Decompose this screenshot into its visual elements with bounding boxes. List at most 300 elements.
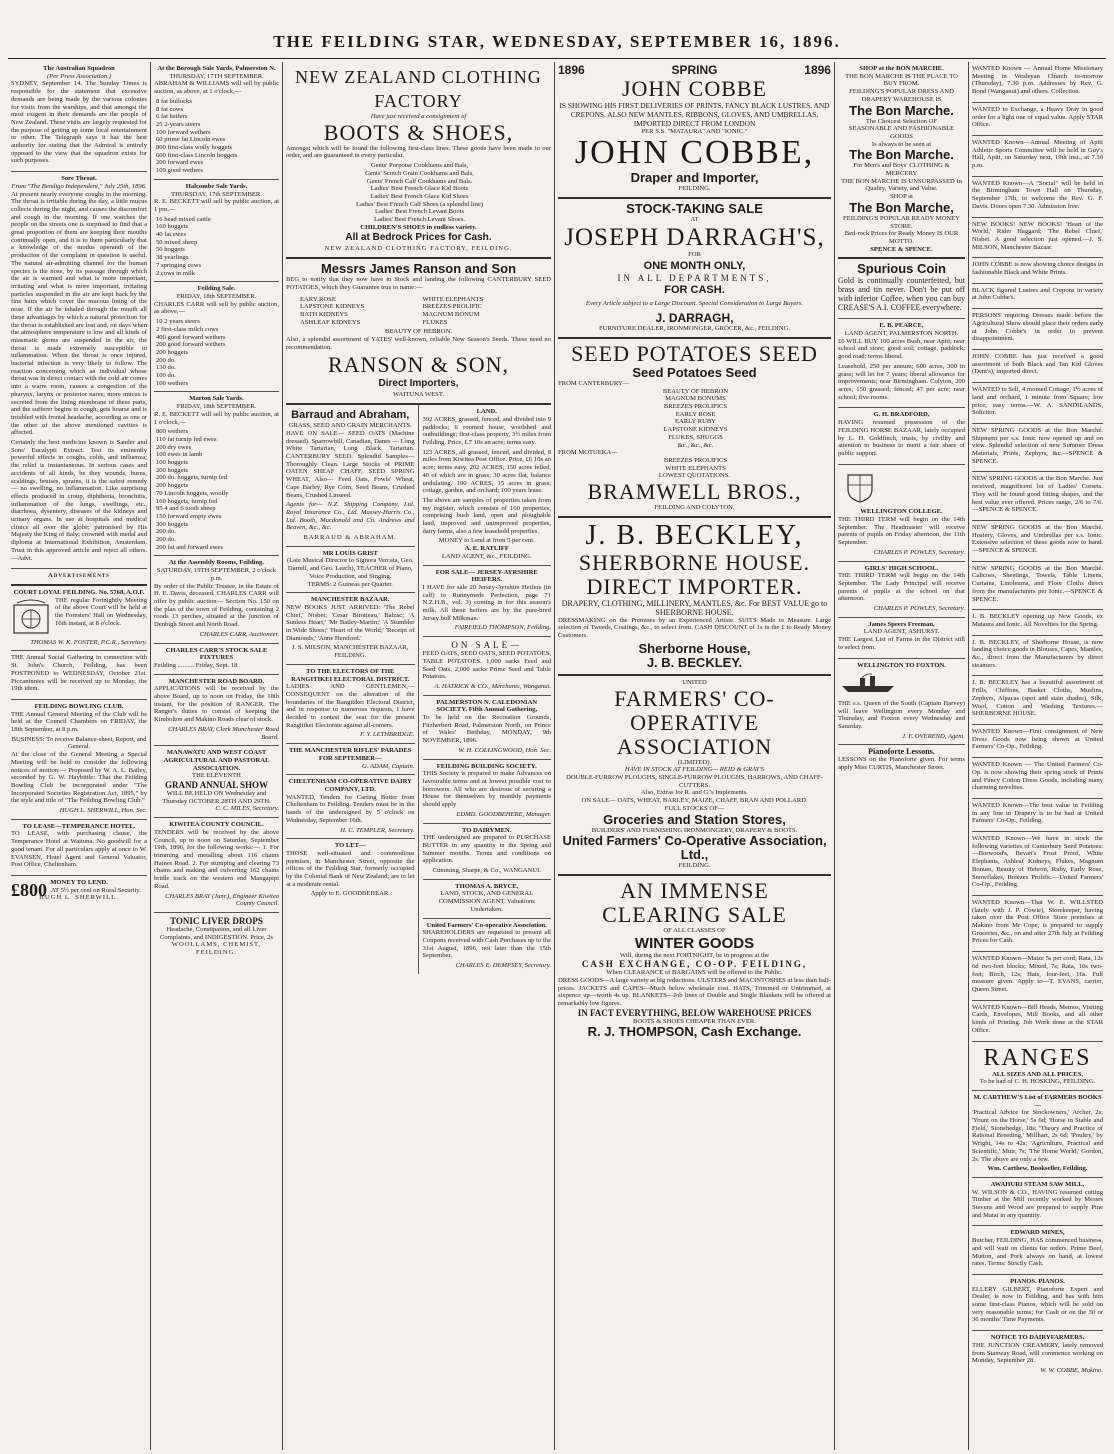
list-item: 10 2 years steers bbox=[156, 318, 200, 326]
list-item: 200 forward ewes bbox=[156, 159, 204, 167]
ad-title: TO LEASE—TEMPERANCE HOTEL. bbox=[22, 822, 136, 830]
list-item: 200 hoggets bbox=[156, 482, 189, 490]
ad-borough-sale bbox=[154, 62, 279, 180]
article-source: (Per Press Association.) bbox=[47, 72, 111, 80]
ad-body: The Choicest Selection OF bbox=[865, 117, 938, 125]
ad-manchester-rifles bbox=[286, 744, 415, 775]
ad-title: Messrs James Ranson and Son bbox=[320, 261, 517, 277]
ad-big-title: BRAMWELL BROS., bbox=[587, 479, 802, 505]
ad-subtitle: GRASS, SEED AND GRAIN MERCHANTS. bbox=[288, 422, 412, 430]
ad-awahuri-saw-mill bbox=[972, 1178, 1103, 1227]
ad-manchester-road-board bbox=[154, 675, 279, 747]
list-item: 50 mixed sheep bbox=[156, 238, 198, 246]
ad-spurious-coin bbox=[838, 259, 965, 319]
ad-signature: CHARLES BRAY, Clerk Manchester Road Board. bbox=[168, 725, 279, 741]
article-headline: The Australian Squadron bbox=[43, 65, 115, 72]
ad-body: ON SALE— OATS, WHEAT, BARLEY, MAIZE, CHAFF, BRAN AND POLLARD. bbox=[581, 797, 808, 805]
ad-halcombe-sale bbox=[154, 180, 279, 282]
list-item: WHITE ELEPHANTS bbox=[422, 295, 484, 303]
ad-body: Amongst which will be found the following first-class lines. These goods have been made to our order, and are guaranteed in every particular. bbox=[286, 144, 551, 160]
ad-cobbe-gloves bbox=[972, 350, 1103, 383]
masthead bbox=[0, 0, 1114, 60]
ad-ranges bbox=[972, 1042, 1103, 1091]
article-body: SYDNEY, September 14. The Sunday Times is responsible for the statement that excessive demands are being made by the various colonies for visits from the warships, and that amongst the most exigent in their demands are the people of New Zealand. These visits are largely requested for the purpose of getting up some local entertainment or other. The Telegraph says it has the best authority for stating that the Admiral is entirely opposed to the view that the squadron exists for such purposes. bbox=[11, 80, 147, 165]
ad-body: WANTED to Sell, 4 roomed Cottage, 1½ acres of land and orchard, 1 minute from Square; low price; easy terms.—W. A. SANDILANDS, Solicitor. bbox=[972, 386, 1103, 417]
list-item: 25 2-years steers bbox=[156, 120, 201, 128]
ad-subtitle: Direct Importers, bbox=[378, 378, 459, 390]
list-item: 60 prime fat Lincoln ewes bbox=[156, 136, 226, 144]
ad-subtitle: UNITED bbox=[682, 678, 707, 686]
ad-body: Will, during the next FORTNIGHT, be in progress at the bbox=[619, 951, 770, 959]
ad-freeman-land-agent bbox=[838, 618, 965, 659]
list-item: 800 first-class wolly hoggets bbox=[156, 144, 233, 152]
list-item: EARLY RUBY bbox=[674, 418, 717, 426]
list-item: 200 do. bbox=[156, 536, 176, 544]
ad-signature: Apply to E. GOODBEHEAR. bbox=[310, 890, 390, 898]
ad-barraud-abraham bbox=[286, 405, 415, 547]
list-item: 600 first-class Lincoln hoggets bbox=[156, 151, 238, 159]
column-2 bbox=[150, 62, 282, 1450]
steamship-icon bbox=[838, 672, 898, 694]
ad-assembly-rooms bbox=[154, 556, 279, 643]
list-item: Ladies' Best French Glace Kid Boots bbox=[370, 185, 469, 193]
list-item: LAPSTONE KIDNEYS bbox=[663, 426, 728, 434]
ad-line: LOWEST QUOTATIONS. bbox=[658, 472, 731, 480]
ad-signature: G. ADAM, Captain. bbox=[362, 762, 415, 770]
potato-varieties-list bbox=[558, 457, 831, 472]
wanted-dray-exchange bbox=[972, 103, 1103, 136]
ad-body: SHAREHOLDERS are requested to present all Coupons received with Cash Purchases up to the 31st August, 1896, not later than the 15th September. bbox=[422, 929, 551, 960]
ad-bowling-club bbox=[11, 700, 147, 820]
potato-list-right bbox=[421, 296, 540, 327]
ad-title: CHELTENHAM CO-OPERATIVE DAIRY COMPANY, LTD. bbox=[288, 778, 412, 793]
ad-signature: A. HATRICK & CO., Merchants, Wanganui. bbox=[434, 682, 551, 690]
wanted-sell-cottage bbox=[972, 383, 1103, 424]
ad-body: NEW SPRING GOODS at the Bon Marché. Hosiery, Gloves, and Umbrellas per s.s. Ionic. Extensive selection of these goods now to hand.—SPENCE & SPENCE. bbox=[972, 523, 1103, 555]
ad-body: NEW SPRING GOODS at the Bon Marché. Shipment per s.s. Ionic now opened up and on view. Splendid selection of new Summer Dress Materials, Prints, Zephyrs, &c.—SPENCE & SPENCE. bbox=[972, 426, 1103, 465]
ad-body: THE s.s. Queen of the South (Captain Harvey) will leave Wellington every Monday and Thursday, and Foxton every Wednesday and Saturday. bbox=[838, 699, 965, 731]
ad-business: BUSINESS: To receive Balance-sheet, Report, and General. bbox=[11, 735, 147, 751]
list-item: 200 good forward wethers bbox=[156, 341, 226, 349]
list-item: 100 ewes in lamb bbox=[156, 451, 203, 459]
ad-cheltenham-dairy bbox=[286, 775, 415, 839]
ad-body: Also, a splendid assortment of YATES' well-known, reliable New Season's Seeds. These need no recommendation. bbox=[286, 336, 551, 351]
ad-subtitle: OF ALL CLASSES OF bbox=[663, 926, 726, 934]
ad-body: BEG to notify that they now have in Stock and landing the following CANTERBURY SEED POTATOES, which they Guarantee true to name:— bbox=[286, 276, 551, 291]
ad-body: JOHN COBBE has just received a good assortment of both Black and Tan Kid Gloves (Dent's), imported direct. bbox=[972, 352, 1103, 376]
ad-ranson-son bbox=[286, 259, 551, 405]
wanted-dress-goods bbox=[972, 725, 1103, 758]
ad-title: FEILDING BOWLING CLUB. bbox=[34, 702, 124, 710]
ad-title: THE MANCHESTER RIFLES' PARADES FOR SEPTEMBER— bbox=[289, 747, 412, 762]
ad-pearce-land-agent bbox=[838, 319, 965, 408]
ad-body: Is always to be seen at bbox=[871, 140, 932, 148]
list-item: 95 4 and 6 tooth sheep bbox=[156, 505, 216, 513]
ad-body: £6 WILL BUY 100 acres Bush, near Apiti; near school and store; good soil; cottage, paddock; good road; terms liberal. bbox=[838, 337, 965, 361]
ad-title: James Speers Freeman, bbox=[868, 620, 935, 628]
list-item: 300 hoggets bbox=[156, 520, 189, 528]
ad-body: TENDERS will be received by the above Council, up to noon on Saturday, September 19th, 1896, for the following works:— 1. For trimming and metalling about 116 chains Haines Road. 2. For stumping and clearing 73 chains and making and culverting 162 chains bridle track on the western end Mangapipi Road. bbox=[154, 828, 279, 890]
ad-title: NOTICE TO DAIRYFARMERS. bbox=[990, 1334, 1085, 1342]
ad-subtitle: Have just received a consignment of bbox=[370, 113, 467, 120]
ad-subtitle: (LIMITED). bbox=[677, 758, 712, 766]
ad-dresses-show bbox=[972, 309, 1103, 350]
ad-edward-mines bbox=[972, 1226, 1103, 1275]
ad-big-title: JOHN COBBE bbox=[621, 75, 768, 101]
wanted-spring-stock bbox=[972, 758, 1103, 799]
ad-body: JOHN COBBE is now showing choice designs in fashionable Black and White Prints. bbox=[972, 261, 1103, 277]
ad-thomas-bryce bbox=[423, 880, 552, 919]
ad-subtitle: LAND AGENT, &c., FEILDING. bbox=[441, 552, 532, 560]
potato-varieties-list bbox=[558, 388, 831, 450]
ad-signature: A. E. RATLIFF bbox=[464, 545, 509, 553]
ad-title: Marton Sale Yards. bbox=[189, 395, 244, 403]
ad-date: SATURDAY, 19TH SEPTEMBER, 2 o'clock p.m. bbox=[156, 567, 277, 582]
list-item: 200 hoggets bbox=[156, 466, 189, 474]
ad-cobbe-prints bbox=[972, 258, 1103, 283]
list-item: 800 wethers bbox=[156, 428, 189, 436]
ad-title: Halcombe Sale Yards. bbox=[185, 182, 248, 190]
ad-body: WANTED Known—We have in stock the following varieties of Canterbury Seed Potatoes:—Borwood's, Bevan's Frost Proof, White Elephants, Ashleaf Kidneys, Flukes, Magnum Bonum, Beauty of Hebron, Ruby, Early Rose, Snowflakes, Breezes Prolific.—United Farmers' Co-Op., Feilding. bbox=[972, 835, 1103, 889]
ad-signature: EDMD. GOODBEHERE, Manager. bbox=[456, 810, 551, 818]
list-item: 200 fat and forward ewes bbox=[156, 543, 224, 551]
ad-signature: CHARLES P. POWLES, Secretary. bbox=[873, 548, 965, 556]
ad-body: DRESSMAKING on the Premises by an Experienced Artiste. SUITS Made to Measure. Large selection of Tweeds, Coatings, &c., to select from. CASH DISCOUNT of 1s in the £ to Ready Money Customers. bbox=[558, 616, 831, 640]
ad-black-lustres bbox=[972, 284, 1103, 309]
ad-date: FRIDAY, 18th SEPTEMBER. bbox=[176, 292, 257, 300]
ad-marton-sale bbox=[154, 392, 279, 556]
ad-body: HAVE ON SALE— SEED OATS (Machine dressed). Sparrowbill, Canadian, Danes — Long White Tartarian, Long Black Tartarian. CANTERBURY SEED. Splendid Samples—Thoroughly Clean. Large Stocks of PRIME OATEN SHEAF CHAFF, SEED SPRING WHEAT, Also— Feed Oats, Fowls' Wheat, Cape Barley, Rye Corn, Seed Beans, Crushed Beans, Crushed Linseed. bbox=[286, 429, 415, 499]
ad-line: MONEY to Lend at from 5 per cent. bbox=[438, 537, 535, 545]
ad-body: LESSONS on the Pianoforte given. For terms apply Miss CURTIS, Manchester Street. bbox=[838, 756, 965, 771]
ad-title: TO DAIRYMEN. bbox=[462, 826, 512, 834]
ad-annual-social bbox=[11, 651, 147, 700]
ad-body: BUILDERS' AND FURNISHING IRONMONGERY, DRAPERY & BOOTS. bbox=[591, 826, 798, 834]
ad-body: WILL BE HELD ON Wednesday and Thursday OCTOBER 28TH AND 29TH. bbox=[162, 790, 271, 805]
list-item: ASHLEAF KIDNEYS bbox=[300, 318, 361, 326]
wanted-home-missionary bbox=[972, 62, 1103, 103]
ad-title: WELLINGTON COLLEGE. bbox=[860, 508, 943, 516]
ad-title: MANCHESTER ROAD BOARD. bbox=[168, 677, 265, 685]
ad-title: PIANOS. PIANOS. bbox=[1010, 1277, 1065, 1285]
ad-body: WANTED, Tenders for Carting Butter from Cheltenham to Feilding. Tenders must be in the hands of the undersigned by 5 o'clock on Wednesday, September 16th. bbox=[286, 793, 415, 824]
ad-signature: CHARLES P. POWLES, Secretary. bbox=[873, 605, 965, 613]
ad-place: FEILDING. bbox=[678, 862, 711, 870]
ad-big-title: J. B. BECKLEY, bbox=[585, 519, 804, 551]
ad-body: WANTED Known — The United Farmers' Co-Op. is now showing their spring stock of Prints and Fancy Cotton Dress Goods, including many charming novelties. bbox=[972, 761, 1103, 792]
list-item: 160 hoggets, turnip fed bbox=[156, 497, 218, 505]
ad-line: CHILDREN'S SHOES in endless variety. bbox=[360, 223, 477, 231]
ad-signature: F. Y. LETHBRIDGE. bbox=[360, 731, 415, 739]
ad-big-title: The Bon Marche. bbox=[849, 102, 954, 118]
ad-big-title: ASSOCIATION bbox=[616, 733, 773, 759]
ad-body: Feilding .......... Friday, Sept. 18 bbox=[154, 661, 238, 669]
ad-line: BEAUTY OF HEBRON. bbox=[385, 328, 452, 336]
list-item: 200 dry ewes bbox=[156, 443, 192, 451]
ad-place: FEILDING. bbox=[678, 185, 711, 193]
ad-signature: Sherborne House, bbox=[638, 640, 751, 656]
list-item: 150 forward empty ewes bbox=[156, 512, 222, 520]
ad-big-title: BOOTS & SHOES, bbox=[323, 119, 514, 145]
list-item: 200 do. bbox=[156, 356, 176, 364]
ad-nz-clothing-factory bbox=[286, 62, 551, 259]
ad-body: SHOP at bbox=[889, 193, 914, 201]
livestock-list bbox=[154, 318, 279, 387]
ad-clearing-sale bbox=[558, 876, 831, 1043]
ad-rangitikei-electors bbox=[286, 665, 415, 744]
ad-body: BLACK figured Lustres and Crepons in variety at John Cobbe's. bbox=[972, 286, 1103, 302]
list-item: 200 do. bbox=[156, 528, 176, 536]
column-6 bbox=[968, 62, 1106, 1450]
ad-signature: Wm. Carthew, Bookseller, Feilding. bbox=[987, 1165, 1088, 1173]
list-item: 100 do. bbox=[156, 372, 176, 380]
ad-big-title: GRAND ANNUAL SHOW bbox=[164, 780, 268, 791]
list-item: 109 good wethers bbox=[156, 167, 203, 175]
ad-title: Pianoforte Lessons. bbox=[868, 747, 935, 757]
ad-body: PERSONS requiring Dresses made before the Agricultural Show should place their orders early at John Cobbe's in order to prevent disappointment. bbox=[972, 312, 1103, 343]
ad-beckley-2 bbox=[972, 636, 1103, 677]
wanted-printing bbox=[972, 1001, 1103, 1042]
ad-signature: WOOLLAMS, CHEMIST, FEILDING. bbox=[171, 941, 262, 957]
list-item: WHITE ELEPHANTS bbox=[665, 464, 726, 472]
list-item: BATH KIDNEYS bbox=[300, 310, 348, 318]
list-item: 38 yearlings bbox=[156, 254, 189, 262]
ad-body: WANTED Known—That W. E. WILLSTED (lately with J. P. Cowie), Storekeeper, having taken over the Post Office Store premises at Makino from Mr Cope, is prepared to supply Groceries, &c., on and after 27th July at Feilding Prices for Cash. bbox=[972, 898, 1103, 945]
ad-pianoforte-lessons bbox=[838, 745, 965, 777]
ad-big-title: FARMERS' CO-OPERATIVE bbox=[614, 685, 775, 735]
list-item: 16 head mixed cattle bbox=[156, 215, 211, 223]
ad-big-title: SHERBORNE HOUSE. bbox=[578, 549, 811, 575]
ad-signature: J. S. MILSON, MANCHESTER BAZAAR, FEILDING. bbox=[291, 644, 409, 660]
ad-bon-marche bbox=[838, 62, 965, 259]
list-item: 70 Lincoln hoggets, woolly bbox=[156, 489, 229, 497]
ad-title: At the Assembly Rooms, Feilding. bbox=[169, 559, 264, 567]
ad-body: Headache, Constipation, and all Liver Complaints, and INDIGESTION. Price, 2s bbox=[160, 925, 273, 941]
ad-body: Butcher, FEILDING, HAS commenced business, and will wait on clients for orders. Prime Beef, Mutton, and Pork always on hand, at lowest rates. Terms: Strictly Cash. bbox=[972, 1237, 1103, 1268]
ad-body: WANTED Known—First consignment of New Dress Goods now being shown at United Farmers' Co-Op., Feilding. bbox=[972, 728, 1103, 751]
ad-body: Bed-rock Prices for Ready Money IS OUR MOTTO. bbox=[844, 230, 959, 245]
ad-title: FEILDING BUILDING SOCIETY. bbox=[436, 762, 537, 770]
ad-body: DRESS GOODS—A large variety at big reductions. ULSTERS and MACINTOSHES at less than half-prices. JACKETS and CAPES—Much below wholesale cost. HATS, Trimmed or Untrimmed, at sixpence up—worth 4s up. BLANKETS—Job lines of Double and Single Blankets will be offered at remarkably low figures. bbox=[558, 977, 831, 1008]
list-item: 160 hoggets bbox=[156, 223, 189, 231]
ad-signature: HUGH L. SHERWILL, Hon. Sec. bbox=[59, 807, 147, 815]
wanted-firewood bbox=[972, 952, 1103, 1001]
ad-spring-goods-1 bbox=[972, 424, 1103, 473]
ad-big-title: AN IMMENSE CLEARING SALE bbox=[602, 877, 787, 927]
ad-caledonian-society bbox=[423, 696, 552, 760]
ad-body: WANTED Known—A "Social" will be held in the Birmingham Town Hall on Thursday, September 17th, to welcome the Rev. G. F. Davis. Doors open 7.30. Admission free. bbox=[972, 179, 1103, 210]
ad-body: W. WILSON & CO., HAVING resumed cutting Timber at the Mill recently worked by Messrs Stevens and Wood are prepared to supply Pine and Matai in any quantity. bbox=[972, 1188, 1103, 1219]
ad-signature: W. W. COBBE, Makino. bbox=[1040, 1367, 1103, 1374]
ad-to-let bbox=[286, 839, 415, 902]
ad-title: United Farmers' Co-operative Association. bbox=[426, 921, 547, 929]
ad-title: MR LOUIS GRIST bbox=[322, 549, 378, 557]
ad-body: WANTED Known — Annual Home Missionary Meeting in Wesleyan Church to-morrow (Thursday), 7.30 p.m. Addresses by Rev. G. Bond (Wanganui) and others. Collection. bbox=[972, 65, 1103, 96]
banner-year: 1896 bbox=[804, 63, 831, 77]
ad-big-title: Groceries and Station Stores, bbox=[603, 811, 786, 827]
ad-body: FEILDING'S POPULAR READY MONEY STORE. bbox=[843, 214, 960, 230]
ad-subtitle: THE ELEVENTH bbox=[192, 772, 241, 780]
ad-body: ELLERY GILBERT, Pianoforte Expert and Dealer, is now in Feilding, and has with him some first-class Pianos, which will be sold on very reasonable terms; for Cash or on the 30 or 36 months' Time Payments. bbox=[972, 1285, 1103, 1324]
ad-big-title: The Bon Marche. bbox=[849, 147, 954, 163]
ad-body: J. B. BECKLEY, of Sherborne House, is now landing choice goods in Blouses, Capes, Mantles, &c., direct from the Manufacturers by direct steamers. bbox=[972, 638, 1103, 669]
wanted-willsted bbox=[972, 896, 1103, 952]
ad-body: THE JUNCTION CREAMERY, lately removed from Stanway Road, will commence working on Monday, September 28. bbox=[972, 1341, 1103, 1365]
list-item: FLUKES bbox=[422, 318, 448, 326]
foresters-emblem-icon bbox=[11, 599, 51, 637]
ad-title: AWAHURI STEAM SAW MILL, bbox=[990, 1180, 1085, 1188]
article-body: At present nearly everyone coughs in the morning. The throat is irritable during the day, a little mucus collects during the night, and causes the discomfort and cough in the morning. If one watches the people on the streets one is surprised to find that a great proportion of them are keeping their mouths continually open, and it is to them particularly that a knowledge of the modus operandi of the production of the complaint in question is useful. The natural air-admitting channel for the human species is the nose, by its passage through which the air is warmed and what is more important, irritating and what is more important, irritating particles suspended in the air are kept back by the fine hairs which cover the mucous lining of the nose. If the air be inhaled through the mouth all these advantages by which a natural protection for the throat is established are lost and, on days when the atmosphere temperature is low and all kinds of miasmatic germs are suspended in the air, the throat is made extremely susceptible to inflammation. When the throat is once injured, bacterial infection is very likely to follow. The reaction concerning which an individual whose throat was in direct contact with the cold air comes into a warm room, causes a congestion of the pharynx, larynx or posterior nares; more mucus is secreted from the lining membrane of these parts, and the sufferer begins to cough, gets hoarse and is troubled with frontal headache, according as one or the other of the above mentioned cavities is affected. bbox=[11, 190, 147, 437]
ad-title: WELLINGTON TO FOXTON. bbox=[857, 661, 946, 669]
ad-spring-goods-4 bbox=[972, 562, 1103, 611]
ad-title: MANCHESTER BAZAAR. bbox=[311, 596, 390, 604]
ad-body: AT 5½ per cent on Rural Security. bbox=[51, 886, 141, 894]
wanted-apiti-sports bbox=[972, 136, 1103, 177]
list-item: 200 hoggets bbox=[156, 348, 189, 356]
list-item: 100 forward wethers bbox=[156, 128, 211, 136]
ad-at: AT bbox=[690, 216, 699, 224]
ad-big-title: JOHN COBBE, bbox=[574, 134, 815, 172]
ad-body: LAND, STOCK, AND GENERAL COMMISSION AGENT. Valuations Undertaken. bbox=[438, 890, 535, 913]
ad-big-title: WINTER GOODS bbox=[634, 934, 755, 952]
ad-title: CHARLES CARR'S STOCK SALE FIXTURES bbox=[165, 646, 268, 662]
ad-title: Spurious Coin bbox=[857, 261, 946, 277]
list-item: MAGNUM BONUMS bbox=[665, 395, 726, 403]
ad-big-title: RANSON & SON, bbox=[327, 352, 510, 378]
column-4 bbox=[554, 62, 834, 1450]
ad-body: (Late Musical Director to Signora Vercata, Geo. Darrell, and Geo. Leech), TEACHER of Piano, Voice Production, and Singing. bbox=[286, 557, 414, 580]
ad-body: R. E. BECKETT will sell by public auction, at 1 pm.— bbox=[154, 198, 279, 213]
ad-body: NEW BOOKS JUST ARRIVED: 'The Rebel Chief,' Nisbet; 'Cesar Birotteau,' Balzac; 'A Sunless Heart;' 'Mr Bailey-Martin;' 'A Stumbler in Wide Shoes;' 'Heart of the World;' 'Receipt of Diamonds;' 'Anne Hereford.' bbox=[286, 603, 415, 642]
news-australian-squadron bbox=[11, 62, 147, 172]
list-item: 110 fat turnip fed ewes bbox=[156, 435, 217, 443]
ad-carr-fixtures bbox=[154, 644, 279, 675]
ad-signature: SPENCE & SPENCE. bbox=[870, 245, 933, 253]
section-heading-advertisements bbox=[11, 569, 147, 586]
ad-body: WANTED Known—Annual Meeting of Apiti Athletic Sports Committee will be held in Guy's Hall, Apiti, on Saturday next, 19th inst., at 7.30 p.m. bbox=[972, 138, 1103, 170]
ad-title: FOR SALE— JERSEY-AYRSHIRE HEIFERS. bbox=[435, 568, 538, 584]
ad-building-society bbox=[423, 760, 552, 824]
ad-big-title: NEW ZEALAND CLOTHING FACTORY bbox=[295, 67, 542, 111]
ad-signature: BARRAUD & ABRAHAM. bbox=[303, 534, 398, 542]
ad-jb-beckley bbox=[558, 518, 831, 676]
article-source: From "The Bendigo Independent," July 25th, 1896. bbox=[11, 182, 147, 190]
ad-date: THURSDAY, 17TH SEPTEMBER. bbox=[169, 72, 264, 80]
ad-big-title: United Farmers' Co-Operative Association, Ltd., bbox=[562, 833, 827, 863]
ad-ship: PER S.S. "MATAURA" AND "IONIC." bbox=[641, 127, 748, 135]
livestock-list bbox=[154, 428, 279, 551]
list-item: LAPSTONE KIDNEYS bbox=[300, 303, 365, 311]
ad-place: WAITUNA WEST. bbox=[392, 391, 445, 399]
list-item: Ladies' Best French Levant Shoes. bbox=[373, 216, 466, 224]
article-body: Certainly the best medicine known is Sander and Sons' Eucalypti Extract. Test its eminently powerful effects in coughs, colds, and influenza; the relief is instantaneous. In serious cases and accidents of all kinds, be they wounds, burns, scaldings, bruises, sprains, it is the safest remedy — no swelling, no inflammation. Like surprising effects produced in croup, diphtheria, bronchitis, inflammation of the lungs, swellings, etc., diarrhoea, dysentery, diseases of the kidneys and urinary organs. In use at hospitals and medical clinics all over the globe; patronised by His Majesty the King of Italy; crowned with medal and diploma at International Exhibition, Amsterdam. Trust in this approved article and reject all others.—Advt. bbox=[11, 439, 147, 562]
ad-subtitle: LAND AGENT, PALMERSTON NORTH. bbox=[844, 330, 959, 338]
ad-body: Gold is continually counterfeited, but brass and tin never. Don't be put off with inferior Coffee, when you can buy CREASE'S A.I. COFFEE everywhere. bbox=[838, 276, 965, 313]
ad-body: THE BON MARCHE IS THE PLACE TO BUY FROM. bbox=[845, 72, 958, 88]
ad-temperance-hotel bbox=[11, 820, 147, 876]
ad-john-cobbe bbox=[558, 62, 831, 199]
ad-subtitle: Seed Potatoes Seed bbox=[632, 364, 757, 380]
ad-stocktaking-sale bbox=[558, 199, 831, 339]
ad-terms: TERMS: 2 Guineas per Quarter. bbox=[307, 580, 393, 588]
ad-pianos bbox=[972, 1275, 1103, 1331]
ad-title: LAND. bbox=[476, 408, 497, 416]
ad-body: WANTED Known—Bill Heads, Memos, Visiting Cards, Envelopes, Mill Books, and all other kinds of Printing. Job Work done at the STAR Office. bbox=[972, 1003, 1103, 1034]
article-headline: Sore Throat. bbox=[61, 175, 97, 183]
ad-land bbox=[423, 405, 552, 565]
ad-dairyfarmers-notice bbox=[972, 1331, 1103, 1379]
ad-new-books bbox=[972, 218, 1103, 259]
ad-body: R. E. BECKETT will sell by public auction, at 1 o'clock,— bbox=[154, 410, 279, 426]
list-item: &c., &c., &c. bbox=[677, 441, 714, 449]
ad-seed-potatoes bbox=[558, 339, 831, 518]
ad-body: LADIES AND GENTLEMEN,— CONSEQUENT on the alteration of the boundaries of the Rangitikei Electoral District, and in response to numerous requests, I have decided to contest the seat for the present Rangitikei Electorate against all-comers. bbox=[286, 683, 415, 729]
ad-signature: NEW ZEALAND CLOTHING FACTORY, FEILDING. bbox=[324, 245, 513, 253]
ad-title: EDWARD MINES, bbox=[1010, 1229, 1065, 1237]
ad-line: IN ALL DEPARTMENTS, bbox=[617, 272, 772, 283]
ad-body: 123 ACRES, all grassed, fenced, and divided, 8 miles from Kiwitea Post Office. Price, £6 10s an acre; terms easy. 202 ACRES, 150 acres felled, 40 of which are in grass; 30 acres flat, balance undulating. 100 ACRES, 15 acres in grass; cottage, garden, and orchard; 100 years lease. bbox=[422, 448, 551, 495]
banner-word: SPRING bbox=[671, 63, 718, 77]
ad-body: 'Practical Advice for Stockowners,' Archer, 2s; 'Yount on the Horse,' 5s 6d; 'Horse in Stable and Field,' Stonehedge, 18s; 'Theory and Practice of Rational Breeding,' Millhart, 2s 6d; 'Poultry,' by Wright, 14s to 42s; 'Agriculture, Practical and Scientific,' Muir, 7s; 'The Home World,' Gordon, 2s. The above are only a few. bbox=[972, 1109, 1103, 1163]
ad-body: FEED OATS, SEED OATS, SEED POTATOES, TABLE POTATOES. 1,000 sacks Feed and Seed Oats. 2,000 sacks Prime Seed and Table Potatoes. bbox=[422, 650, 551, 681]
ad-amount: £800 bbox=[11, 879, 47, 900]
ad-united-farmers bbox=[558, 676, 831, 876]
ad-body: THOSE well-situated and commodious premises, in Manchester Street, opposite the offices of the Feilding Star, formerly occupied by the Colonial Bank of New Zealand; are to let at a moderate rental. bbox=[286, 849, 415, 888]
ad-body: NEW BOOKS! NEW BOOKS! 'Heart of the World,' Rider Haggard; 'The Rebel Chief,' Nisbet. A good selection just opened.—J. S. MILSON, Manchester Bazaar. bbox=[972, 220, 1103, 251]
ad-title: MANAWATU AND WEST COAST AGRICULTURAL AND PASTORAL ASSOCIATION. bbox=[163, 749, 270, 772]
newspaper-masthead-title: THE FEILDING STAR, WEDNESDAY, SEPTEMBER 16, 1896. bbox=[273, 32, 841, 51]
ad-signature: THOMAS W. K. FOSTER, P.C.R., Secretary. bbox=[30, 638, 147, 646]
ad-subtitle: FURNITURE DEALER, IRONMONGER, GROCER, &c., FEILDING. bbox=[598, 325, 791, 333]
ad-body: TO LEASE, with purchasing clause, the Temperance Hotel at Waituna. No goodwill for a good tenant. For all particulars apply at once to W. EVANSEN, Hotel Agent and General Valuator, Post Office, Cheltenham. bbox=[11, 830, 147, 869]
ad-big-title: DIRECT IMPORTER. bbox=[586, 573, 803, 599]
ad-signature: FAIRFIELD THOMPSON, Feilding. bbox=[454, 624, 551, 632]
ad-title: MONEY TO LEND. bbox=[50, 878, 108, 886]
list-item: Gents' French Calf Cookhams and Bals. bbox=[366, 177, 473, 185]
list-item: 100 wethers bbox=[156, 379, 189, 387]
ad-body: NEW SPRING GOODS at the Bon Marché. Calicoes, Sheetings, Towels, Table Linens, Curtains, Linoleums, and Floor Cloths direct from the manufacturers per Ionic.—SPENCE & SPENCE. bbox=[972, 564, 1103, 603]
ad-signature: W. H. COLLINGWOOD, Hon. Sec. bbox=[458, 746, 551, 754]
ad-signature: To be had of C. H. HOSKING, FEILDING. bbox=[979, 1078, 1096, 1086]
ad-title: Feilding Sale. bbox=[197, 285, 236, 293]
ad-beckley-3 bbox=[972, 676, 1103, 725]
ad-date: THURSDAY, 17th SEPTEMBER. bbox=[171, 190, 262, 198]
ad-spring-goods-3 bbox=[972, 521, 1103, 562]
ad-body: J. B. BECKLEY opening up New Goods, ex Mataura and Ionic. All Novelties for the Spring. bbox=[972, 613, 1103, 628]
ad-title: E. B. PEARCE, bbox=[879, 322, 924, 330]
ad-body: THE undersigned are prepared to PURCHASE BUTTER in any quantity in the Spring and Summer months. Terms and conditions on application. bbox=[422, 834, 551, 865]
ad-signature: J. F. OVEREND, Agent. bbox=[902, 732, 965, 740]
ad-body: NEW SPRING GOODS at the Bon Marché. Just received, magnificent lot of Ladies' Corsets. They will be found good fitting shapes, and the best value ever offered. Prices range, 2/6 to 7/6.—SPENCE & SPENCE. bbox=[972, 475, 1103, 514]
ad-body: THE Largest List of Farms in the District still to select from. bbox=[838, 636, 965, 651]
ad-title: GIRLS' HIGH SCHOOL. bbox=[864, 564, 939, 572]
ad-body: APPLICATIONS will be received by the above Board, up to noon on Friday, the 18th instant, for the position of RANGER. The Ranger's duties to consist of keeping the Kimbolton and Makino Roads clear of stock. bbox=[154, 685, 279, 724]
list-item: 6 fat heifers bbox=[156, 113, 188, 121]
list-item: Gents' Scotch Grain Cookhams and Bals, bbox=[365, 169, 474, 177]
section-heading: Advertisements bbox=[48, 572, 110, 580]
ad-beckley-1 bbox=[972, 610, 1103, 635]
wanted-social bbox=[972, 177, 1103, 218]
ad-line: FOR CASH. bbox=[664, 283, 725, 296]
ad-bradford-bazaar bbox=[838, 408, 965, 464]
ad-body: J. B. BECKLEY has a beautiful assortment of Frills, Chiffons, Basket Cloths, Muslins, Zephyrs, Alpacas (spot and stain shades), Silk, Wool, Cotton and Washing Textures.—SHERBORNE HOUSE. bbox=[972, 679, 1103, 718]
list-item: Ladies' Best French Levant Boots bbox=[374, 208, 465, 216]
ad-body: THE BON MARCHE IS UNSURPASSED In Quality, Variety, and Value. bbox=[841, 177, 962, 193]
ad-signature: CHARLES E. DEMPSEY, Secretary. bbox=[455, 962, 551, 970]
ad-wellington-college bbox=[838, 465, 965, 562]
ad-line: IN FACT EVERYTHING, BELOW WAREHOUSE PRICES bbox=[577, 1007, 812, 1018]
ad-body: WANTED to Exchange, a Heavy Dray in good order for a light one of equal value. Apply STAR Office. bbox=[972, 105, 1103, 129]
